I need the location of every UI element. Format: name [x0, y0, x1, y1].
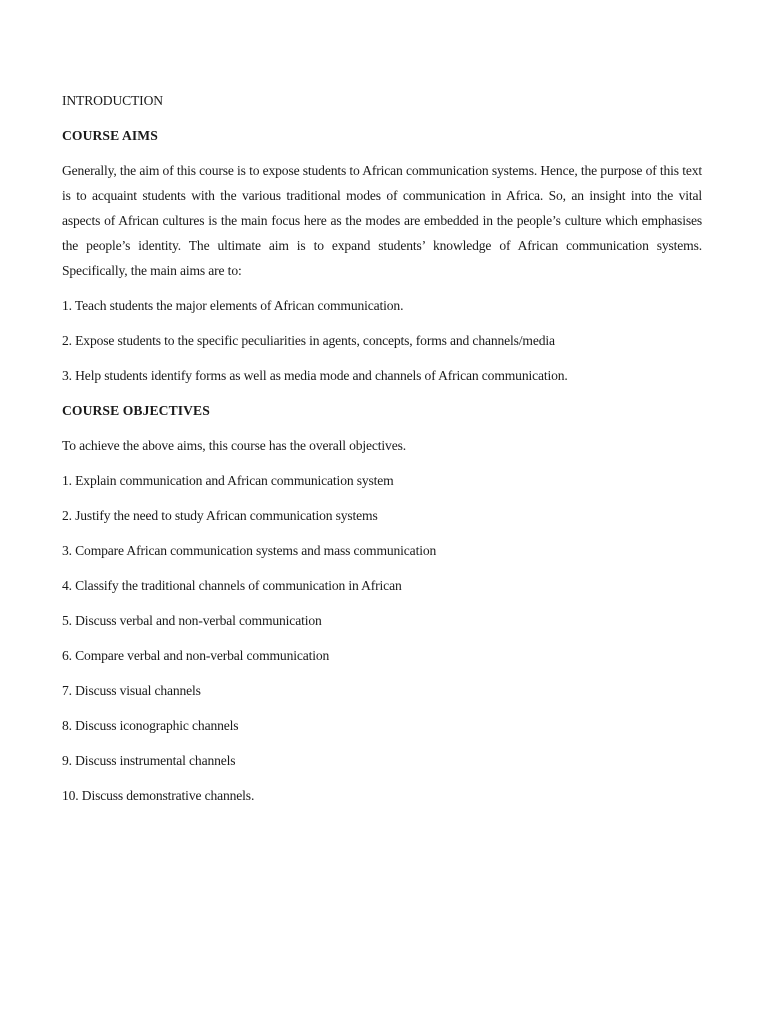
list-item: 1. Teach students the major elements of African communication. — [62, 298, 404, 313]
list-item: 6. Compare verbal and non-verbal communication — [62, 648, 330, 663]
document-page — [62, 88, 702, 808]
list-item: 2. Justify the need to study African communication systems — [62, 508, 378, 523]
list-item: 4. Classify the traditional channels of communication in African — [62, 578, 402, 593]
course-aims-heading: COURSE AIMS — [62, 128, 158, 143]
course-objectives-heading: COURSE OBJECTIVES — [62, 403, 210, 418]
list-item: 10. Discuss demonstrative channels. — [62, 788, 255, 803]
list-item: 2. Expose students to the specific peculiarities in agents, concepts, forms and channels/media — [62, 333, 555, 348]
course-objectives-list — [62, 468, 702, 808]
list-item: 9. Discuss instrumental channels — [62, 753, 236, 768]
list-item: 7. Discuss visual channels — [62, 683, 201, 698]
list-item: 8. Discuss iconographic channels — [62, 718, 239, 733]
list-item: 3. Help students identify forms as well as media mode and channels of African communication. — [62, 368, 568, 383]
list-item: 1. Explain communication and African communication system — [62, 473, 394, 488]
list-item: 5. Discuss verbal and non-verbal communication — [62, 613, 322, 628]
course-objectives-intro: To achieve the above aims, this course has the overall objectives. — [62, 438, 406, 453]
list-item: 3. Compare African communication systems and mass communication — [62, 543, 437, 558]
course-aims-intro: Generally, the aim of this course is to expose students to African communication systems. Hence, the purpose of this text is to acquaint students with the various traditional modes of communication in Africa. So, an insight into the vital aspects of African cultures is the main focus here as the modes are embedded in the people’s culture which emphasises the people’s identity. The ultimate aim is to expand students’ knowledge of African communication systems. Specifically, the main aims are to: — [62, 163, 702, 278]
course-aims-list — [62, 293, 702, 388]
section-title: INTRODUCTION — [62, 93, 163, 108]
